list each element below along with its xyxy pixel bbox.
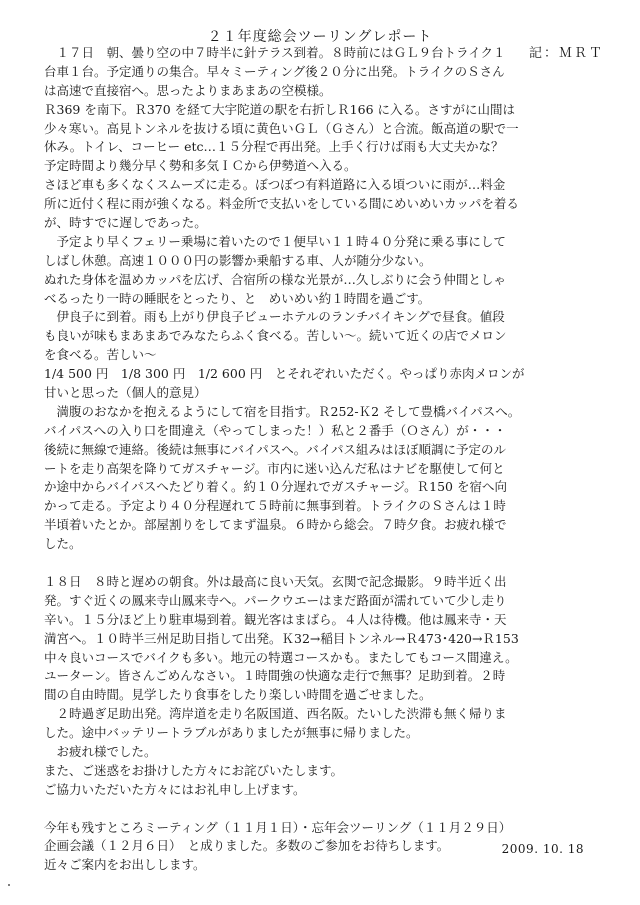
body-line: かって走る。予定より４０分程遅れて５時前に無事到着。トライクのＳさんは１時 — [44, 498, 506, 514]
body-line: ぬれた身体を温めカッパを広げ、合宿所の様な光景が…久しぶりに会う仲間としゃ — [44, 271, 506, 287]
body-line: 満宮へ。１０時半三州足助目指して出発。Ｋ32→稲目トンネル→Ｒ473･420→Ｒ153 — [44, 630, 519, 646]
body-line: が、時すでに遅しであった。 — [44, 215, 207, 231]
body-line: 満腹のおなかを抱えるようにして宿を目指す。Ｒ252-Ｋ2 そして豊橋バイパスへ。 — [44, 403, 521, 419]
body-line: ートを走り高架を降りてガスチャージ。市内に迷い込んだ私はナビを駆使して何と — [44, 460, 505, 476]
body-line: を食べる。苦しい～ — [44, 347, 157, 363]
body-line: 少々寒い。高見トンネルを抜ける頃に黄色いＧＬ（Ｇさん）と合流。飯高道の駅で一 — [44, 120, 519, 136]
paragraph-gap — [44, 800, 614, 819]
body-line: 間の自由時間。見学したり食事をしたり楽しい時間を過ごせました。 — [44, 687, 432, 703]
body-line: さほど車も多くなくスムーズに走る。ぼつぼつ有料道路に入る頃ついに雨が…料金 — [44, 177, 506, 193]
body-line: 半頃着いたとか。部屋割りをしてまず温泉。６時から総会。７時夕食。お疲れ様で — [44, 517, 507, 533]
body-line: 甘いと思った（個人的意見） — [44, 385, 207, 401]
body-line: 辛い。１５分ほど上り駐車場到着。観光客はまばら。４人は待機。他は鳳来寺・天 — [44, 611, 507, 627]
body-line: した。途中バッテリートラブルがありましたが無事に帰りました。 — [44, 725, 419, 741]
scan-mark — [8, 884, 10, 886]
body-line: ２時過ぎ足助出発。湾岸道を走り名阪国道、西名阪。たいした渋滞も無く帰りま — [44, 706, 507, 722]
body-line: 所に近付く程に雨が強くなる。料金所で支払いをしている間にめいめいカッパを着る — [44, 196, 519, 212]
body-line: お疲れ様でした。 — [44, 743, 157, 759]
document-body — [44, 44, 614, 875]
document-author: 記：ＭＲＴ — [528, 46, 604, 61]
body-line: 後続に無線で連絡。後続は無事にバイパスへ。バイパス組みはほぼ順調に予定のル — [44, 441, 507, 457]
body-line: 近々ご案内をお出しします。 — [44, 857, 206, 873]
body-line: 伊良子に到着。雨も上がり伊良子ビューホテルのランチバイキングで昼食。値段 — [44, 309, 505, 325]
body-line: Ｒ369 を南下。Ｒ370 を経て大宇陀道の駅を右折しＲ166 に入る。さすがに山間は — [44, 101, 515, 117]
body-line: また、ご迷惑をお掛けした方々にお詫びいたします。 — [44, 762, 344, 778]
body-line: １８日 ８時と遅めの朝食。外は最高に良い天気。玄関で記念撮影。９時半近く出 — [44, 573, 507, 589]
body-line: しばし休憩。高速１０００円の影響か乗船する車、人が随分少ない。 — [44, 252, 432, 268]
document-date: 2009. 10. 18 — [501, 842, 584, 856]
body-line: 今年も残すところミーティング（１１月１日）・忘年会ツーリング（１１月２９日） — [44, 819, 512, 835]
body-line: 企画会議（１２月６日） と成りました。多数のご参加をお待ちします。 — [44, 838, 450, 854]
body-line: は高速で直接宿へ。思ったよりまあまあの空模様。 — [44, 82, 332, 98]
body-line: バイパスへの入り口を間違え（やってしまった！）私と２番手（Ｏさん）が・・・ — [44, 422, 507, 438]
body-line: 予定時間より幾分早く勢和多気ＩＣから伊勢道へ入る。 — [44, 158, 357, 174]
body-line: ユーターン。皆さんごめんなさい。１時間強の快適な走行で無事？足助到着。２時 — [44, 668, 506, 684]
body-line: も良いが味もまあまあでみなたらふく食べる。苦しい～。続いて近くの店でメロン — [44, 328, 507, 344]
body-line: した。 — [44, 536, 82, 552]
body-line: 予定より早くフェリー乗場に着いたので１便早い１１時４０分発に乗る事にして — [44, 233, 506, 249]
body-line: １７日 朝、曇り空の中７時半に針テラス到着。８時前にはＧＬ９台トライク１ — [44, 45, 506, 60]
body-line: 発。すぐ近くの鳳来寺山鳳来寺へ。パークウエーはまだ路面が濡れていて少し走り — [44, 592, 507, 608]
body-line: 台車１台。予定通りの集合。早々ミーティング後２０分に出発。トライクのＳさん — [44, 63, 505, 79]
document-title: ２１年度総会ツーリングレポート — [207, 29, 433, 45]
body-line: べるったり一時の睡眠をとったり、と めいめい約１時間を過ごす。 — [44, 290, 431, 306]
body-line: か途中からバイパスへたどり着く。約１０分遅れでガスチャージ。Ｒ150 を宿へ向 — [44, 479, 507, 495]
body-line: 中々良いコースでバイクも多い。地元の特選コースかも。またしてもコース間違え。 — [44, 649, 518, 665]
paragraph-gap — [44, 554, 614, 573]
body-line: 休み。トイレ、コーヒー etc…１５分程で再出発。上手く行けば雨も大丈夫かな？ — [44, 139, 504, 155]
body-line: ご協力いただいた方々にはお礼申し上げます。 — [44, 781, 306, 797]
body-line: 1/4 500 円 1/8 300 円 1/2 600 円 とそれぞれいただく。やっぱり赤肉メロンが — [44, 366, 525, 382]
